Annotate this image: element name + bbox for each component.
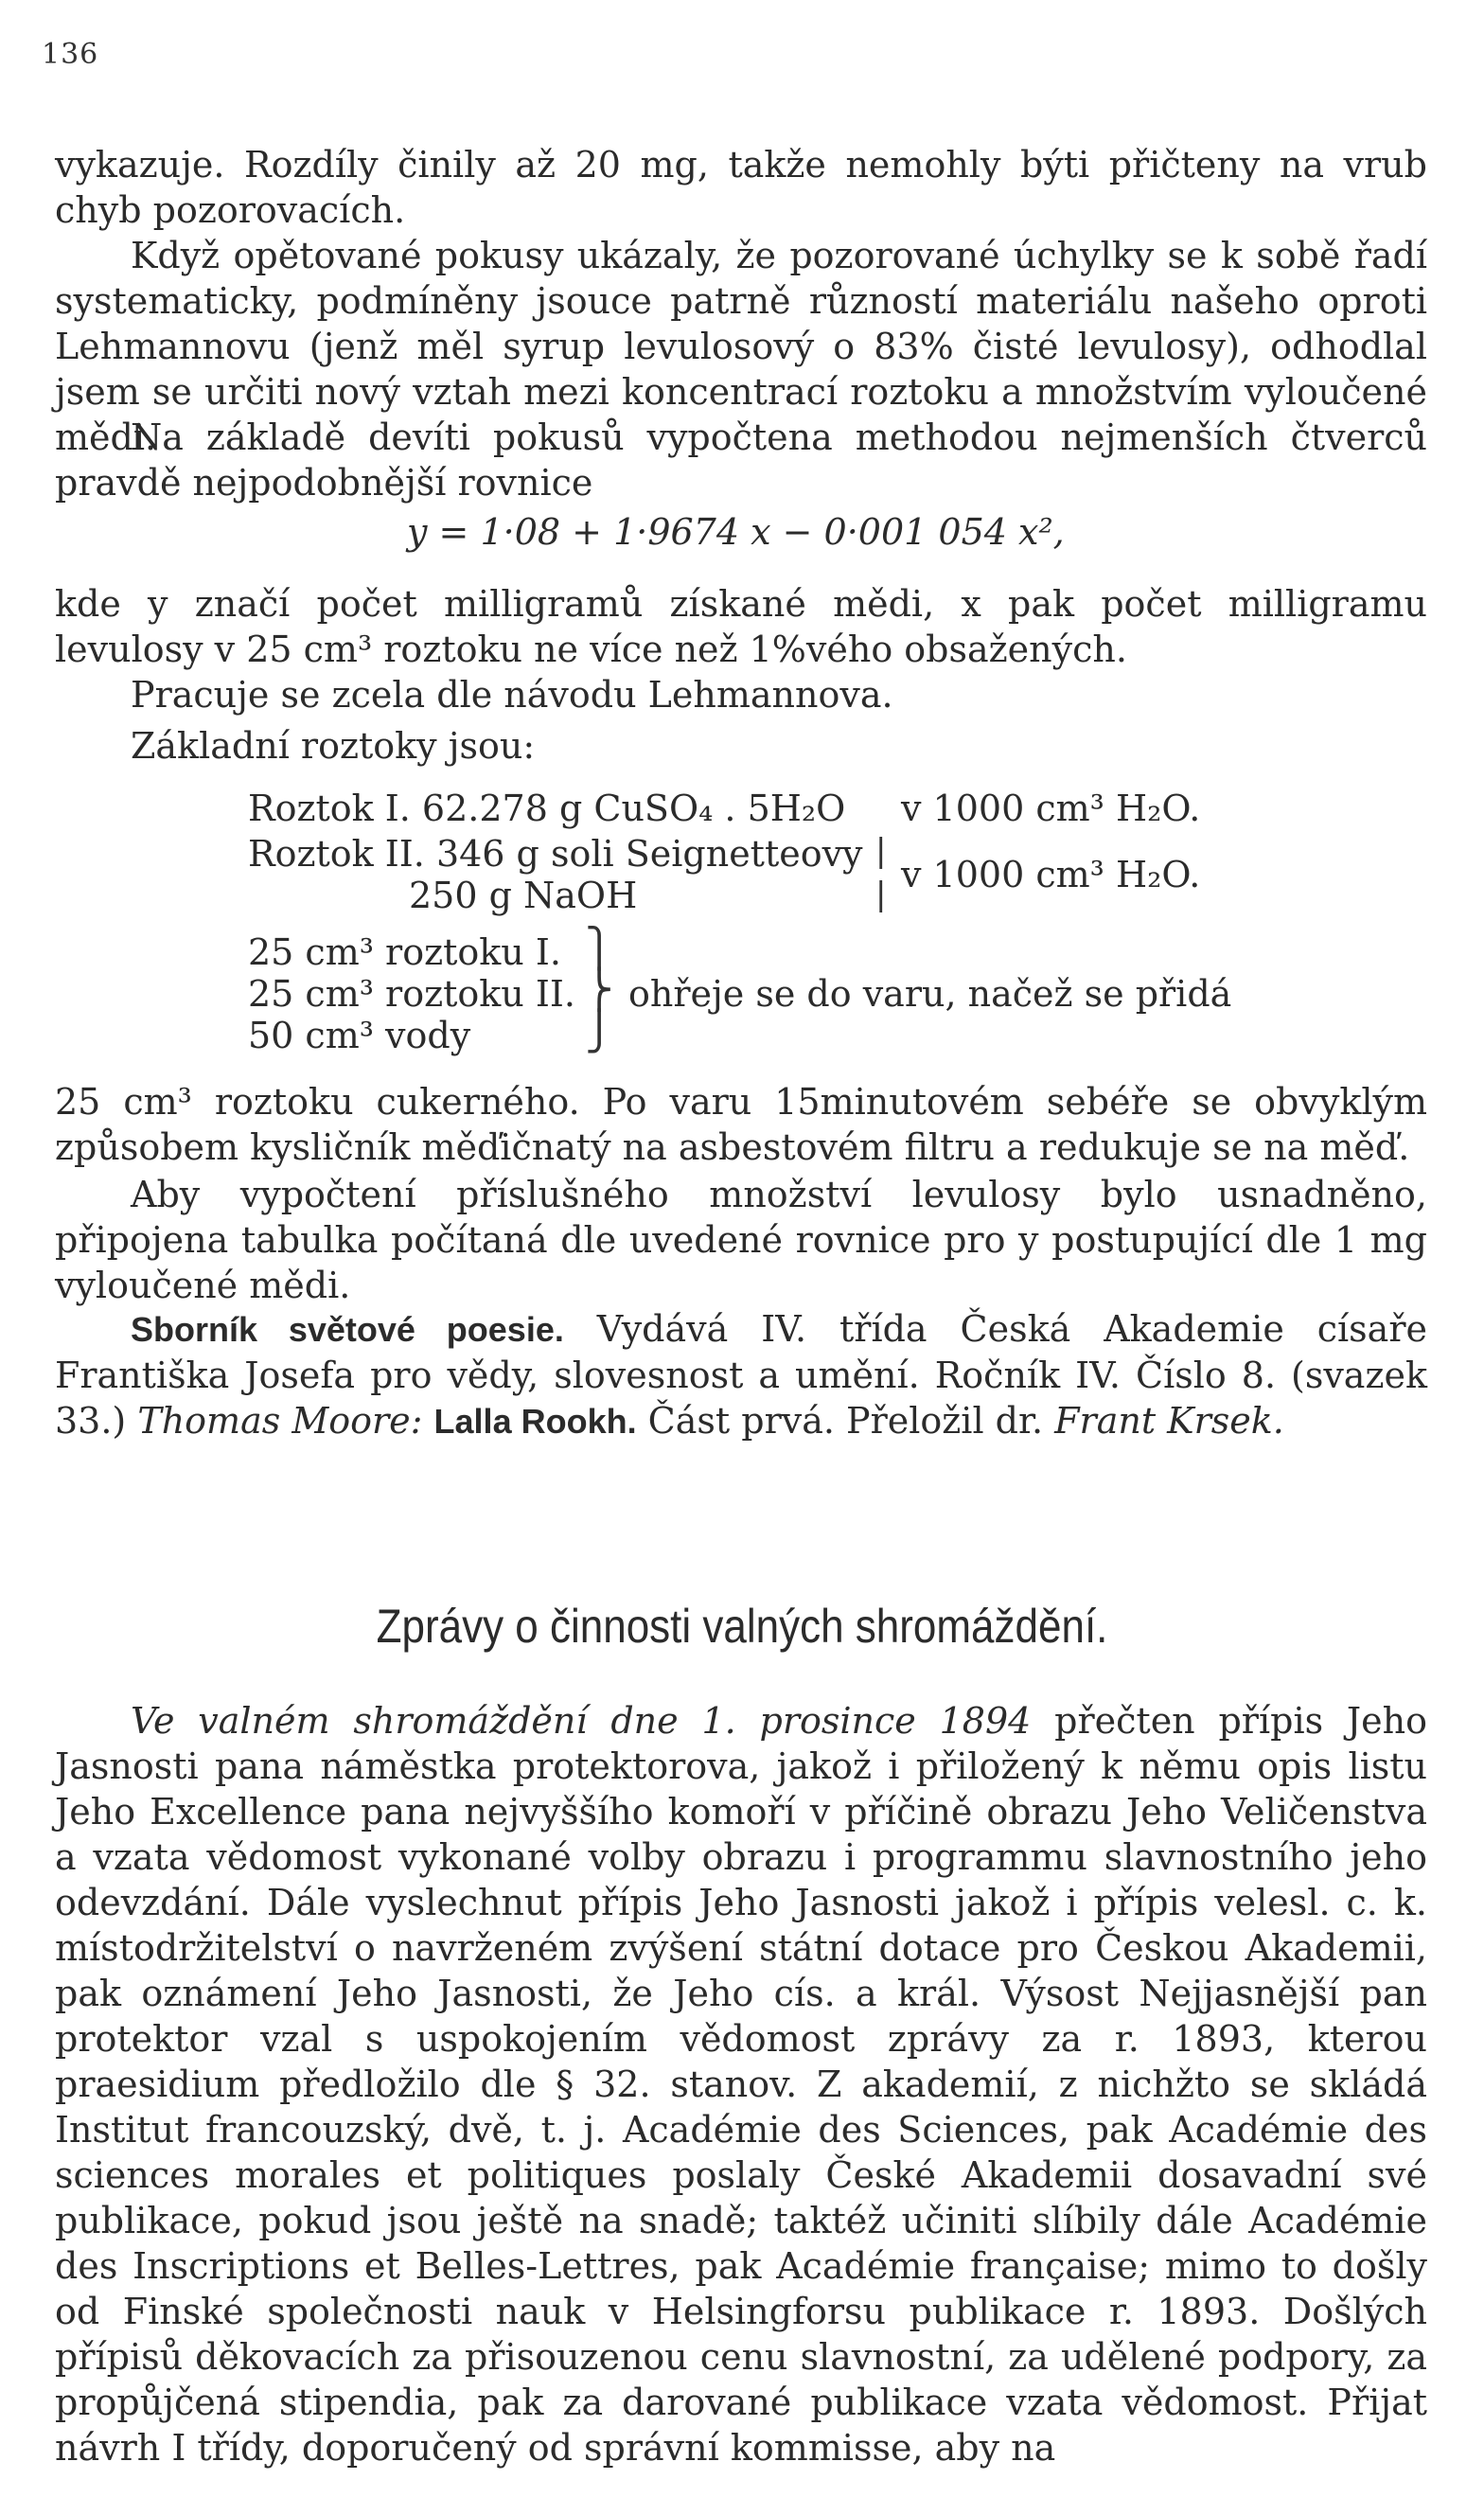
announcement-translator: Frant Krsek. [1054, 1400, 1284, 1442]
paragraph-2: Když opětované pokusy ukázaly, že pozorované úchylky se k sobě řadí systematicky, podmíněny jsouce patrně růzností materiálu našeho oproti Lehmannovu (jenž měl syrup levulosový o 83% čisté levulosy), odhodlal jsem se určiti nový vztah mezi koncentrací roztoku a množstvím vyloučené mědi. [55, 235, 1427, 458]
mix-line-2: 25 cm³ roztoku II. [248, 973, 575, 1015]
announcement-title: Sborník světové poesie. [131, 1310, 564, 1349]
report-paragraph [55, 1698, 1427, 2470]
paragraph-6: Základní roztoky jsou: [131, 725, 536, 767]
announcement-end: Část prvá. Přeložil dr. [647, 1400, 1044, 1442]
solution-1-volume: v 1000 cm³ H₂O. [901, 788, 1201, 829]
solution-2b: 250 g NaOH [409, 875, 638, 916]
announcement-work: Lalla Rookh. [433, 1402, 637, 1441]
solution-2-volume: v 1000 cm³ H₂O. [901, 854, 1201, 895]
brace-right: | | [875, 832, 887, 913]
mix-line-1: 25 cm³ roztoku I. [248, 931, 561, 973]
report-text: přečten přípis Jeho Jasnosti pana náměstka protektorova, jakož i přiložený k němu opis listu Jeho Excellence pana nejvyššího komoří v příčině obrazu Jeho Veličenstva a vzata vědomost vykonané volby obrazu i programmu slavnostního jeho odevzdání. Dále vyslechnut přípis Jeho Jasnosti jakož i přípis velesl. c. k. místodržitelství o navrženém zvýšení státní dotace pro Českou Akademii, pak oznámení Jeho Jasnosti, že Jeho cís. a král. Výsost Nejjasnější pan protektor vzal s uspokojením vědomost zprávy za r. 1893, kterou praesidium předložilo dle § 32. stanov. Z akademií, z nichžto se skládá Institut francouzský, dvě, t. j. Académie des Sciences, pak Académie des sciences morales et politiques poslaly České Akademii dosavadní své publikace, pokud jsou ještě na snadě; taktéž učiniti slíbily dále Académie des Inscriptions et Belles-Lettres, pak Académie française; mimo to došly od Finské společnosti nauk v Helsingforsu publikace r. 1893. Došlých přípisů děkovacích za přisouzenou cenu slavnostní, za udělené podpory, za propůjčená stipendia, pak za darované publikace vzata vědomost. Přijat návrh I třídy, doporučený od správní kommisse, aby na [55, 1700, 1427, 2469]
announcement-author: Thomas Moore: [137, 1400, 423, 1442]
report-date: Ve valném shromáždění dne 1. prosince 1894 [131, 1700, 1032, 1742]
formula: y = 1·08 + 1·9674 x − 0·001 054 x², [407, 511, 1065, 553]
solution-1: Roztok I. 62.278 g CuSO₄ . 5H₂O [248, 788, 846, 829]
page-number: 136 [42, 38, 99, 71]
section-heading: Zprávy o činnosti valných shromáždění. [376, 1600, 1108, 1653]
announcement-text: Vydává IV. třída Česká Akademie císaře Františka Josefa pro vědy, slovesnost a umění. Ročník IV. Číslo 8. (svazek 33.) [55, 1308, 1427, 1442]
paragraph-7: 25 cm³ roztoku cukerného. Po varu 15minutovém sebéře se obvyklým způsobem kysličník měďičnatý na asbestovém filtru a redukuje se na měď. [55, 1081, 1427, 1168]
paragraph-5: Pracuje se zcela dle návodu Lehmannova. [131, 674, 893, 716]
paragraph-1: vykazuje. Rozdíly činily až 20 mg, takže nemohly býti přičteny na vrub chyb pozorovacích. [55, 144, 1427, 231]
paragraph-3: Na základě devíti pokusů vypočtena methodou nejmenších čtverců pravdě nejpodobnější rovnice [55, 416, 1427, 504]
brace-right-mix: ⎫ ⎬ ⎭ [585, 927, 613, 1054]
mix-result: ohřeje se do varu, načež se přidá [628, 973, 1232, 1015]
paragraph-8: Aby vypočtení příslušného množství levulosy bylo usnadněno, připojena tabulka počítaná dle uvedené rovnice pro y postupující dle 1 mg vyloučené mědi. [55, 1174, 1427, 1306]
paragraph-4: kde y značí počet milligramů získané mědi, x pak počet milligramu levulosy v 25 cm³ roztoku ne více než 1%vého obsažených. [55, 583, 1427, 670]
solution-2a: Roztok II. 346 g soli Seignetteovy [248, 833, 863, 875]
mix-line-3: 50 cm³ vody [248, 1015, 471, 1056]
announcement [55, 1306, 1427, 1444]
